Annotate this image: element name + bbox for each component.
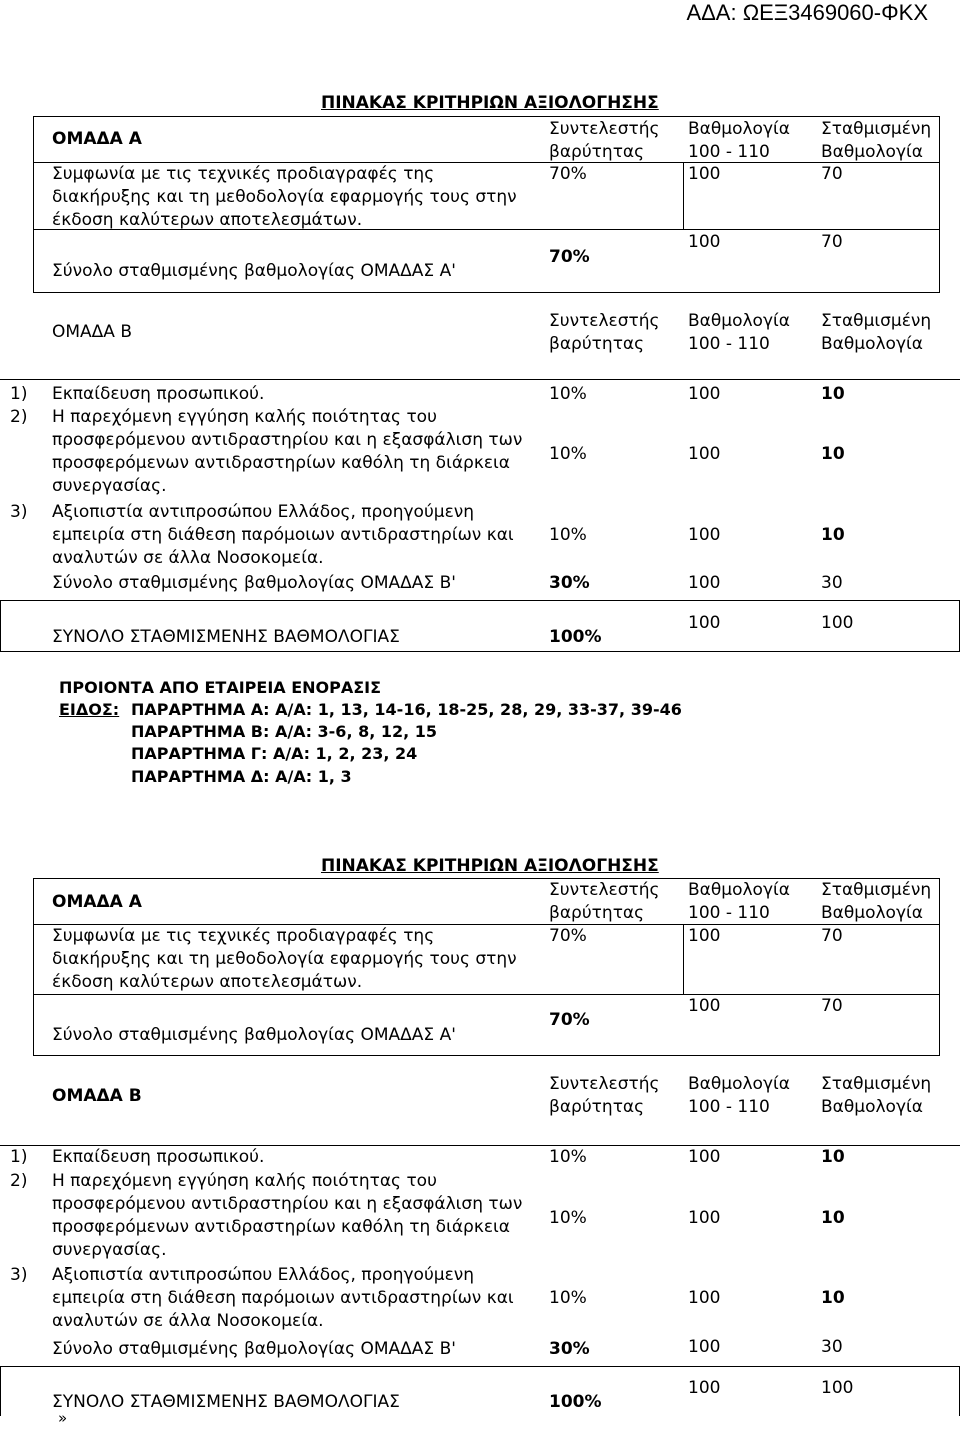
group-a-total-weight: 70% [549, 247, 590, 267]
col-weighted-header: Σταθμισμένη Βαθμολογία [821, 880, 932, 923]
group-a-label: ΟΜΑΔΑ Α [52, 129, 142, 149]
group-a-total-score: 100 [688, 232, 721, 252]
grand-total-score: 100 [688, 1378, 721, 1398]
item-text: Αξιοπιστία αντιπροσώπου Ελλάδος, προηγούμενη εμπειρία στη διάθεση παρόμοιων αντιδραστηρίων και αναλυτών σε άλλα Νοσοκομεία. [52, 1265, 514, 1331]
item-weighted: 10 [821, 384, 845, 404]
group-a-total-weighted: 70 [821, 232, 843, 252]
item-weight: 10% [549, 525, 587, 545]
rule [33, 292, 940, 293]
rule [33, 1055, 940, 1056]
item-weight: 10% [549, 1288, 587, 1308]
criterion-weighted: 70 [821, 926, 843, 946]
grand-total-weighted: 100 [821, 613, 854, 633]
group-a-label: ΟΜΑΔΑ Α [52, 892, 142, 912]
item-score: 100 [688, 525, 721, 545]
col-weight-header: Συντελεστής βαρύτητας [549, 1074, 660, 1117]
rule [939, 116, 940, 292]
rule [0, 600, 1, 651]
rule [0, 651, 960, 652]
item-text: Η παρεχόμενη εγγύηση καλής ποιότητας του προσφερόμενου αντιδραστηρίου και η εξασφάλιση των προσφερόμενων αντιδραστηρίων καθόλη τη διάρκεια συνεργασίας. [52, 407, 523, 496]
grand-total-score: 100 [688, 613, 721, 633]
item-number: 1) [10, 384, 28, 404]
grand-total-label: ΣΥΝΟΛΟ ΣΤΑΘΜΙΣΜΕΝΗΣ ΒΑΘΜΟΛΟΓΙΑΣ [52, 627, 400, 647]
annex-line: ΠΑΡΑΡΤΗΜΑ Α: Α/Α: 1, 13, 14-16, 18-25, 28, 29, 33-37, 39-46 [131, 700, 682, 719]
table-title: ΠΙΝΑΚΑΣ ΚΡΙΤΗΡΙΩΝ ΑΞΙΟΛΟΓΗΣΗΣ [321, 93, 659, 113]
item-number: 2) [10, 407, 28, 427]
group-b-total-weighted: 30 [821, 573, 843, 593]
item-text: Αξιοπιστία αντιπροσώπου Ελλάδος, προηγούμενη εμπειρία στη διάθεση παρόμοιων αντιδραστηρίων και αναλυτών σε άλλα Νοσοκομεία. [52, 502, 514, 568]
criterion-score: 100 [688, 164, 721, 184]
col-weight-header: Συντελεστής βαρύτητας [549, 119, 660, 162]
item-weighted: 10 [821, 1288, 845, 1308]
criterion-weight: 70% [549, 164, 587, 184]
item-weighted: 10 [821, 444, 845, 464]
rule [683, 162, 684, 229]
group-b-total-weight: 30% [549, 1339, 590, 1359]
group-b-total-label: Σύνολο σταθμισμένης βαθμολογίας ΟΜΑΔΑΣ Β' [52, 573, 456, 593]
rule [683, 924, 684, 994]
item-text: Εκπαίδευση προσωπικού. [52, 384, 265, 404]
table-title: ΠΙΝΑΚΑΣ ΚΡΙΤΗΡΙΩΝ ΑΞΙΟΛΟΓΗΣΗΣ [321, 856, 659, 876]
item-score: 100 [688, 1208, 721, 1228]
item-score: 100 [688, 1147, 721, 1167]
group-b-total-weight: 30% [549, 573, 590, 593]
item-score: 100 [688, 384, 721, 404]
rule [939, 878, 940, 1055]
grand-total-weight: 100% [549, 627, 602, 647]
item-number: 1) [10, 1147, 28, 1167]
col-weight-header: Συντελεστής βαρύτητας [549, 880, 660, 923]
criterion-text: Συμφωνία με τις τεχνικές προδιαγραφές της διακήρυξης και τη μεθοδολογία εφαρμογής τους στην έκδοση καλύτερων αποτελεσμάτων. [52, 926, 517, 992]
item-score: 100 [688, 444, 721, 464]
rule [33, 994, 940, 995]
item-weighted: 10 [821, 1147, 845, 1167]
item-weight: 10% [549, 1208, 587, 1228]
col-score-header: Βαθμολογία 100 - 110 [688, 880, 790, 923]
col-weighted-header: Σταθμισμένη Βαθμολογία [821, 119, 932, 162]
criterion-weighted: 70 [821, 164, 843, 184]
item-weighted: 10 [821, 525, 845, 545]
rule [33, 116, 34, 292]
item-weight: 10% [549, 1147, 587, 1167]
group-b-total-weighted: 30 [821, 1337, 843, 1357]
group-b-total-label: Σύνολο σταθμισμένης βαθμολογίας ΟΜΑΔΑΣ Β' [52, 1339, 456, 1359]
item-number: 2) [10, 1171, 28, 1191]
item-weight: 10% [549, 444, 587, 464]
footer-mark: » [58, 1409, 68, 1427]
item-score: 100 [688, 1288, 721, 1308]
rule [0, 1366, 960, 1367]
item-number: 3) [10, 502, 28, 522]
rule [33, 878, 940, 879]
group-b-total-score: 100 [688, 573, 721, 593]
group-b-total-score: 100 [688, 1337, 721, 1357]
rule [0, 1366, 1, 1416]
criterion-weight: 70% [549, 926, 587, 946]
species-label: ΕΙΔΟΣ: [59, 700, 120, 719]
annex-line: ΠΑΡΑΡΤΗΜΑ Β: Α/Α: 3-6, 8, 12, 15 [131, 722, 438, 741]
col-score-header: Βαθμολογία 100 - 110 [688, 119, 790, 162]
criterion-text: Συμφωνία με τις τεχνικές προδιαγραφές της διακήρυξης και τη μεθοδολογία εφαρμογής τους στην έκδοση καλύτερων αποτελεσμάτων. [52, 164, 517, 230]
rule [0, 600, 960, 601]
annex-line: ΠΑΡΑΡΤΗΜΑ Γ: Α/Α: 1, 2, 23, 24 [131, 744, 418, 763]
col-weight-header: Συντελεστής βαρύτητας [549, 311, 660, 354]
item-text: Εκπαίδευση προσωπικού. [52, 1147, 265, 1167]
annex-line: ΠΑΡΑΡΤΗΜΑ Δ: Α/Α: 1, 3 [131, 767, 352, 786]
group-b-label: ΟΜΑΔΑ Β [52, 1086, 142, 1106]
group-a-total-label: Σύνολο σταθμισμένης βαθμολογίας ΟΜΑΔΑΣ Α' [52, 1025, 456, 1045]
grand-total-label: ΣΥΝΟΛΟ ΣΤΑΘΜΙΣΜΕΝΗΣ ΒΑΘΜΟΛΟΓΙΑΣ [52, 1392, 400, 1412]
group-a-total-label: Σύνολο σταθμισμένης βαθμολογίας ΟΜΑΔΑΣ Α' [52, 261, 456, 281]
group-a-total-weight: 70% [549, 1010, 590, 1030]
products-heading: ΠΡΟΙΟΝΤΑ ΑΠΟ ΕΤΑΙΡΕΙΑ ΕΝΟΡΑΣΙΣ [59, 678, 382, 697]
criterion-score: 100 [688, 926, 721, 946]
item-weight: 10% [549, 384, 587, 404]
grand-total-weighted: 100 [821, 1378, 854, 1398]
group-b-label: ΟΜΑΔΑ Β [52, 322, 133, 342]
col-weighted-header: Σταθμισμένη Βαθμολογία [821, 1074, 932, 1117]
col-score-header: Βαθμολογία 100 - 110 [688, 1074, 790, 1117]
grand-total-weight: 100% [549, 1392, 602, 1412]
rule [33, 116, 940, 117]
group-a-total-score: 100 [688, 996, 721, 1016]
col-score-header: Βαθμολογία 100 - 110 [688, 311, 790, 354]
item-number: 3) [10, 1265, 28, 1285]
col-weighted-header: Σταθμισμένη Βαθμολογία [821, 311, 932, 354]
rule [33, 878, 34, 1055]
rule [0, 379, 960, 380]
item-text: Η παρεχόμενη εγγύηση καλής ποιότητας του προσφερόμενου αντιδραστηρίου και η εξασφάλιση των προσφερόμενων αντιδραστηρίων καθόλη τη διάρκεια συνεργασίας. [52, 1171, 523, 1260]
group-a-total-weighted: 70 [821, 996, 843, 1016]
ada-header: ΑΔΑ: ΩΕΞ3469060-ΦΚΧ [686, 0, 928, 25]
item-weighted: 10 [821, 1208, 845, 1228]
